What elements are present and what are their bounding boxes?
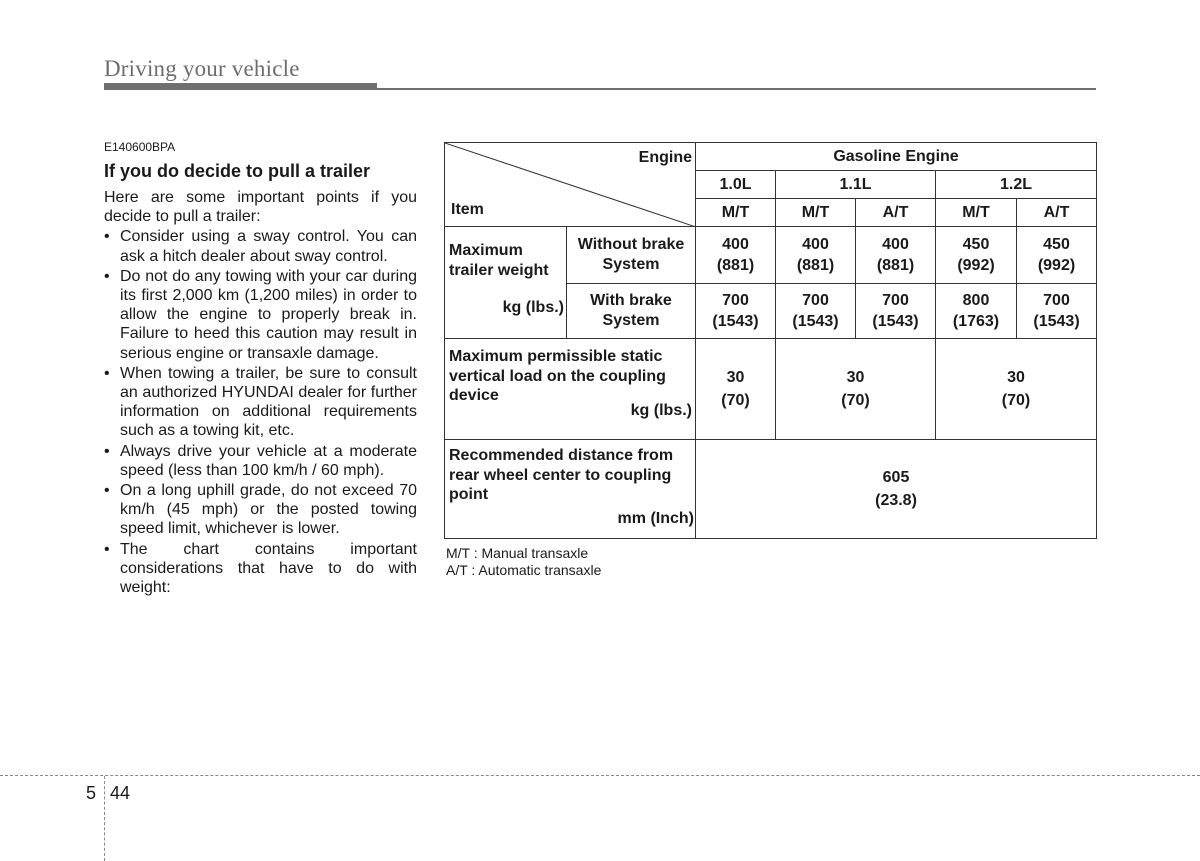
table-corner-cell (445, 143, 696, 227)
displacement-header: 1.0L (696, 171, 776, 199)
trailer-weight-label-cell (445, 227, 567, 339)
header-rule-thin (377, 88, 1096, 90)
transmission-header: M/T (776, 199, 856, 227)
abbreviation-mt: M/T : Manual transaxle (446, 545, 589, 561)
section-heading: If you do decide to pull a trailer (104, 161, 371, 181)
chapter-number: 5 (86, 783, 97, 803)
bullet-list (104, 227, 417, 597)
vertical-load-label-line1: Maximum permissible static (449, 348, 663, 365)
page-header-title: Driving your vehicle (104, 56, 300, 81)
transmission-header: M/T (696, 199, 776, 227)
table-cell: 30 (70) (696, 339, 776, 440)
table-cell: 400 (881) (856, 227, 936, 284)
vertical-load-label-line2: vertical load on the coupling (449, 367, 666, 385)
table-cell: 700 (1543) (1017, 283, 1097, 339)
corner-item-label: Item (451, 201, 484, 218)
table-cell: 450 (992) (936, 227, 1017, 284)
page-number: 44 (110, 783, 131, 803)
distance-label-line1: Recommended distance from (449, 447, 674, 464)
list-item: • Always drive your vehicle at a moderate speed (less than 100 km/h / 60 mph). (104, 442, 417, 479)
distance-label-line2: rear wheel center to coupling (449, 466, 672, 484)
section-intro: Here are some important points if you decide to pull a trailer: (104, 189, 417, 226)
transmission-header: A/T (856, 199, 936, 227)
abbreviation-notes (446, 545, 601, 578)
distance-label-line3: point (449, 486, 489, 503)
without-brake-label: Without brake System (567, 227, 696, 284)
with-brake-label: With brake System (567, 283, 696, 339)
table-cell: 30 (70) (936, 339, 1097, 440)
trailer-weight-label-line1: Maximum (449, 242, 523, 259)
table-cell: 700 (1543) (856, 283, 936, 339)
header-rule-thick (104, 83, 377, 90)
displacement-header: 1.1L (776, 171, 936, 199)
distance-unit: mm (Inch) (617, 510, 694, 527)
list-item: • The chart contains important considerations that have to do with weight: (104, 540, 417, 597)
footer-vertical-divider (104, 776, 105, 861)
table-cell: 800 (1763) (936, 283, 1017, 339)
footer-divider (0, 775, 1200, 776)
table-cell: 700 (1543) (696, 283, 776, 339)
table-cell: 400 (881) (696, 227, 776, 284)
list-item: • On a long uphill grade, do not exceed 70 km/h (45 mph) or the posted towing speed limit, whichever is lower. (104, 482, 417, 538)
list-item: • When towing a trailer, be sure to consult an authorized HYUNDAI dealer for further information on additional requirements such as a towing kit, etc. (104, 364, 417, 440)
corner-engine-label: Engine (638, 149, 692, 166)
displacement-header: 1.2L (936, 171, 1097, 199)
trailer-guidance-section (104, 140, 417, 597)
vertical-load-label-cell (445, 339, 696, 440)
trailer-spec-table (444, 142, 1097, 539)
vertical-load-label-line3: device (449, 387, 499, 404)
table-cell: 30 (70) (776, 339, 936, 440)
table-cell: 700 (1543) (776, 283, 856, 339)
table-cell: 400 (881) (776, 227, 856, 284)
trailer-weight-unit: kg (lbs.) (502, 299, 564, 316)
trailer-weight-label-line2: trailer weight (449, 262, 549, 279)
distance-label-cell (445, 440, 696, 539)
list-item: • Consider using a sway control. You can ask a hitch dealer about sway control. (104, 228, 417, 265)
vertical-load-unit: kg (lbs.) (630, 402, 692, 419)
abbreviation-at: A/T : Automatic transaxle (446, 561, 602, 578)
section-code: E140600BPA (104, 140, 176, 154)
transmission-header: A/T (1017, 199, 1097, 227)
distance-value-cell: 605 (23.8) (696, 440, 1097, 539)
engine-group-header: Gasoline Engine (696, 143, 1097, 171)
transmission-header: M/T (936, 199, 1017, 227)
list-item: • Do not do any towing with your car during its first 2,000 km (1,200 miles) in order to allow the engine to properly break in. Failure to heed this caution may result in serious engine or transaxle damage. (104, 267, 417, 362)
table-cell: 450 (992) (1017, 227, 1097, 284)
